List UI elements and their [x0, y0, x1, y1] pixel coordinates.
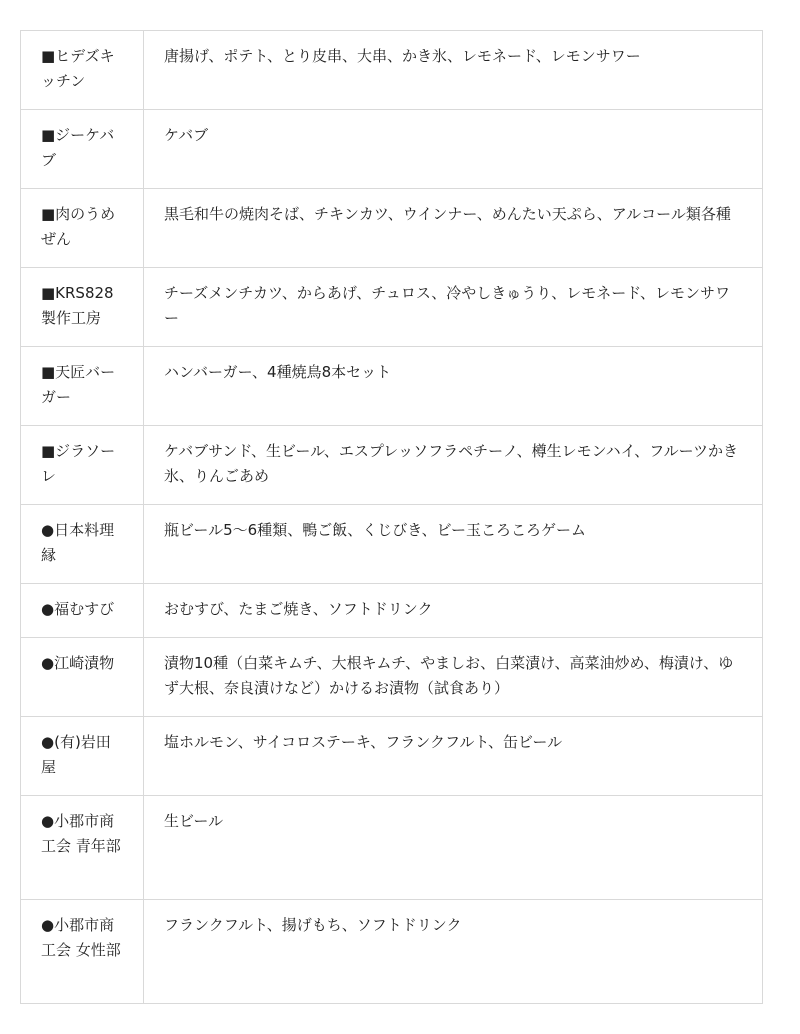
- table-row: [21, 347, 763, 426]
- vendor-items: チーズメンチカツ、からあげ、チュロス、冷やしきゅうり、レモネード、レモンサワー: [144, 268, 763, 347]
- vendor-name: ■ジラソーレ: [21, 426, 144, 505]
- vendor-name: ●日本料理縁: [21, 505, 144, 584]
- vendor-name: ■ジーケバブ: [21, 110, 144, 189]
- table-row: [21, 189, 763, 268]
- vendor-table: [20, 30, 763, 1004]
- vendor-items: フランクフルト、揚げもち、ソフトドリンク: [144, 900, 763, 1004]
- table-row: [21, 110, 763, 189]
- vendor-name: ●江崎漬物: [21, 638, 144, 717]
- table-row: [21, 505, 763, 584]
- vendor-items: 生ビール: [144, 796, 763, 900]
- vendor-table-container: [20, 30, 762, 1004]
- vendor-items: ケバブ: [144, 110, 763, 189]
- table-row: [21, 31, 763, 110]
- vendor-name: ■天匠バーガー: [21, 347, 144, 426]
- table-row: [21, 638, 763, 717]
- vendor-name: ●(有)岩田屋: [21, 717, 144, 796]
- vendor-items: 唐揚げ、ポテト、とり皮串、大串、かき氷、レモネード、レモンサワー: [144, 31, 763, 110]
- table-row: [21, 717, 763, 796]
- vendor-items: 塩ホルモン、サイコロステーキ、フランクフルト、缶ビール: [144, 717, 763, 796]
- vendor-items: ハンバーガー、4種焼鳥8本セット: [144, 347, 763, 426]
- table-row: [21, 426, 763, 505]
- vendor-name: ●福むすび: [21, 584, 144, 638]
- vendor-name: ■肉のうめぜん: [21, 189, 144, 268]
- table-row: [21, 796, 763, 900]
- table-row: [21, 268, 763, 347]
- vendor-name: ●小郡市商工会 青年部: [21, 796, 144, 900]
- vendor-items: ケバブサンド、生ビール、エスプレッソフラペチーノ、樽生レモンハイ、フルーツかき氷、りんごあめ: [144, 426, 763, 505]
- vendor-items: 黒毛和牛の焼肉そば、チキンカツ、ウインナー、めんたい天ぷら、アルコール類各種: [144, 189, 763, 268]
- vendor-items: 漬物10種（白菜キムチ、大根キムチ、やましお、白菜漬け、高菜油炒め、梅漬け、ゆず大根、奈良漬けなど）かけるお漬物（試食あり）: [144, 638, 763, 717]
- vendor-name: ●小郡市商工会 女性部: [21, 900, 144, 1004]
- vendor-items: 瓶ビール5～6種類、鴨ご飯、くじびき、ビー玉ころころゲーム: [144, 505, 763, 584]
- vendor-name: ■ヒデズキッチン: [21, 31, 144, 110]
- table-row: [21, 584, 763, 638]
- vendor-items: おむすび、たまご焼き、ソフトドリンク: [144, 584, 763, 638]
- table-row: [21, 900, 763, 1004]
- vendor-name: ■KRS828製作工房: [21, 268, 144, 347]
